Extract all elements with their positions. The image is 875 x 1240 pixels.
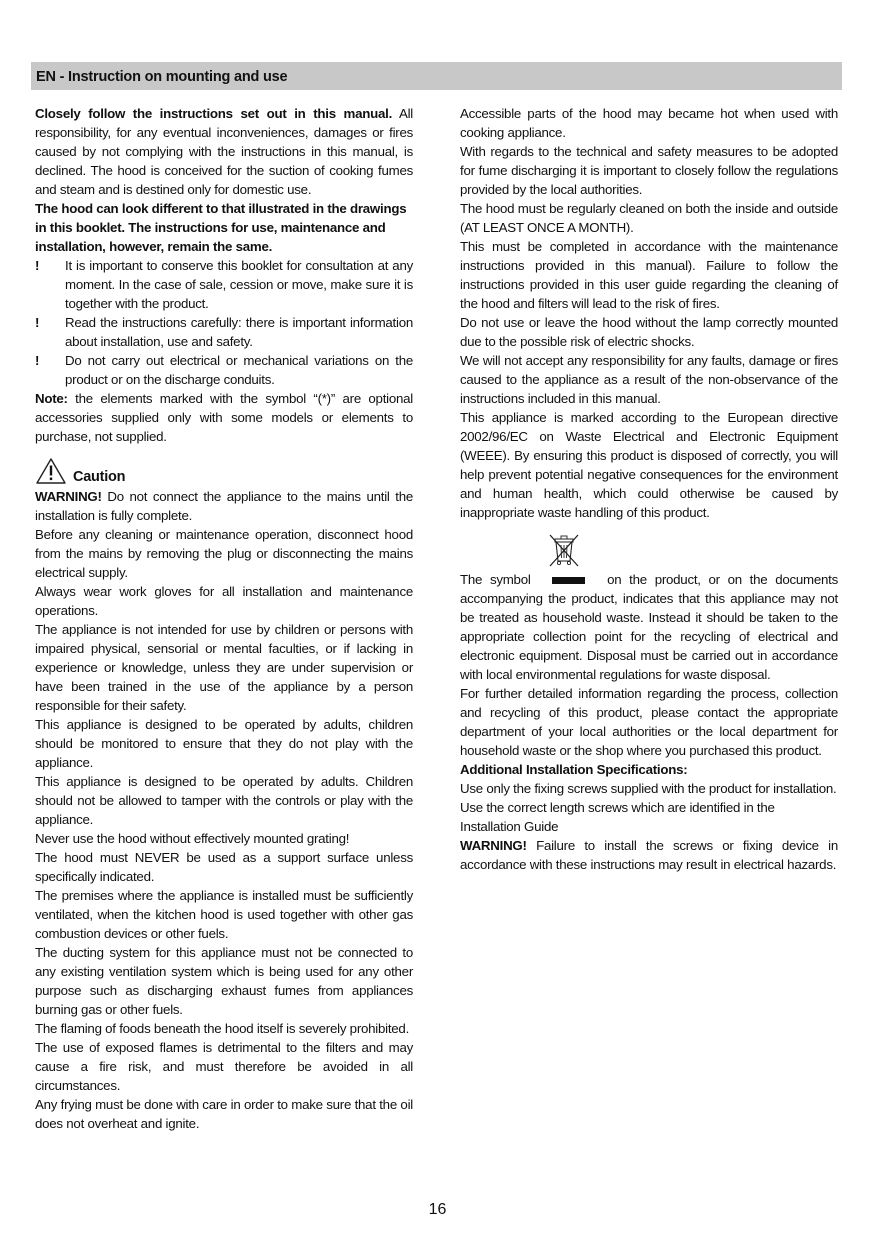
symbol-text: on the product, or on the documents accompanying the product, indicates that this appliance may not be treated as household waste. Instead it should be taken to the appropriate collection point for the recycling of electrical and electronic equipment. Disposal must be carried out in accordance with local environmental regulations for waste disposal.	[460, 572, 838, 682]
intro-bold: Closely follow the instructions set out in this manual.	[35, 106, 393, 121]
warning-label: WARNING!	[460, 838, 527, 853]
body-paragraph: Before any cleaning or maintenance operation, disconnect hood from the mains by removing the plug or disconnecting the mains electrical supply.	[35, 527, 413, 580]
weee-bar-icon	[552, 577, 585, 584]
body-paragraph: With regards to the technical and safety measures to be adopted for fume discharging it is important to closely follow the regulations provided by the local authorities.	[460, 144, 838, 197]
note-paragraph	[35, 389, 413, 446]
right-column	[460, 104, 838, 874]
additional-item: Use only the fixing screws supplied with the product for installation.	[460, 781, 837, 796]
section-title: EN - Instruction on mounting and use	[36, 69, 288, 85]
symbol-prefix: The symbol	[460, 572, 531, 587]
caution-label: Caution	[73, 469, 126, 485]
page-number: 16	[428, 1201, 447, 1218]
bullet-text: Do not carry out electrical or mechanical variations on the product or on the discharge conduits.	[65, 353, 413, 387]
body-paragraph: The appliance is not intended for use by children or persons with impaired physical, sensorial or mental faculties, or if lacking in experience or knowledge, unless they are under supervision or have been trained in the use of the appliance by a person responsible for their safety.	[35, 622, 413, 713]
body-paragraph: The hood must NEVER be used as a support surface unless specifically indicated.	[35, 850, 413, 884]
warning-label: WARNING!	[35, 489, 102, 504]
bullet-text: Read the instructions carefully: there is important information about installation, use and safety.	[65, 315, 413, 349]
left-column	[35, 104, 413, 1133]
body-paragraph: This must be completed in accordance with the maintenance instructions provided in this manual). Failure to follow the instructions provided in this user guide regarding the cleaning of the hood and filters will lead to the risk of fires.	[460, 239, 838, 311]
bullet-text: It is important to conserve this booklet for consultation at any moment. In the case of sale, cession or move, make sure it is together with the product.	[65, 258, 413, 311]
bullet-mark: !	[35, 315, 40, 330]
body-paragraph: The ducting system for this appliance must not be connected to any existing ventilation system which is being used for any other purpose such as discharging exhaust fumes from appliances burning gas or other fuels.	[35, 945, 413, 1017]
weee-symbol-row	[460, 530, 838, 570]
bullet-item	[35, 256, 413, 313]
body-paragraph: We will not accept any responsibility for any faults, damage or fires caused to the appliance as a result of the non-observance of the instructions included in this manual.	[460, 353, 838, 406]
further-info-paragraph: For further detailed information regarding the process, collection and recycling of this product, please contact the appropriate department of your local authorities or the local department for household waste or the shop where you purchased this product.	[460, 686, 838, 758]
body-paragraph: Never use the hood without effectively mounted grating!	[35, 831, 350, 846]
bullet-item	[35, 351, 413, 389]
body-paragraph: The flaming of foods beneath the hood itself is severely prohibited.	[35, 1021, 410, 1036]
bullet-item	[35, 313, 413, 351]
notice-bold: The hood can look different to that illustrated in the drawings in this booklet. The instructions for use, maintenance and installation, however, remain the same.	[35, 201, 407, 254]
weee-paragraph: This appliance is marked according to the European directive 2002/96/EC on Waste Electrical and Electronic Equipment (WEEE). By ensuring this product is disposed of correctly, you will help prevent potential negative consequences for the environment and human health, which could otherwise be caused by inappropriate waste handling of this product.	[460, 410, 838, 520]
bullet-mark: !	[35, 258, 40, 273]
body-paragraph: The use of exposed flames is detrimental to the filters and may cause a fire risk, and must therefore be avoided in all circumstances.	[35, 1040, 413, 1093]
body-paragraph: This appliance is designed to be operated by adults. Children should not be allowed to tamper with the controls or play with the appliance.	[35, 774, 413, 827]
bullet-mark: !	[35, 353, 40, 368]
warning-paragraph	[460, 836, 838, 874]
body-paragraph: The hood must be regularly cleaned on both the inside and outside (AT LEAST ONCE A MONTH).	[460, 201, 838, 235]
additional-item: Use the correct length screws which are identified in the Installation Guide	[460, 800, 775, 834]
crossed-bin-icon	[544, 530, 584, 570]
body-paragraph: Any frying must be done with care in order to make sure that the oil does not overheat and ignite.	[35, 1097, 413, 1131]
section-header	[31, 62, 842, 90]
intro-text: All responsibility, for any eventual inconveniences, damages or fires caused by not complying with the instructions in this manual, is declined. The hood is conceived for the suction of cooking fumes and steam and is destined only for domestic use.	[35, 106, 413, 197]
warning-text: Do not connect the appliance to the mains until the installation is fully complete.	[35, 489, 413, 523]
warning-triangle-icon	[35, 457, 67, 485]
intro-paragraph	[35, 104, 413, 199]
note-label: Note:	[35, 391, 68, 406]
additional-heading: Additional Installation Specifications:	[460, 762, 688, 777]
warning-paragraph	[35, 487, 413, 525]
body-paragraph: The premises where the appliance is installed must be sufficiently ventilated, when the kitchen hood is used together with other gas combustion devices or other fuels.	[35, 888, 413, 941]
body-paragraph: Do not use or leave the hood without the lamp correctly mounted due to the possible risk of electric shocks.	[460, 315, 838, 349]
warning-text: Failure to install the screws or fixing device in accordance with these instructions may result in electrical hazards.	[460, 838, 838, 872]
symbol-paragraph	[460, 570, 838, 684]
caution-heading	[35, 457, 413, 487]
note-text: the elements marked with the symbol “(*)” are optional accessories supplied only with some models or elements to purchase, not supplied.	[35, 391, 413, 444]
body-paragraph: Accessible parts of the hood may became hot when used with cooking appliance.	[460, 106, 838, 140]
body-paragraph: This appliance is designed to be operated by adults, children should be monitored to ensure that they do not play with the appliance.	[35, 717, 413, 770]
body-paragraph: Always wear work gloves for all installation and maintenance operations.	[35, 584, 413, 618]
